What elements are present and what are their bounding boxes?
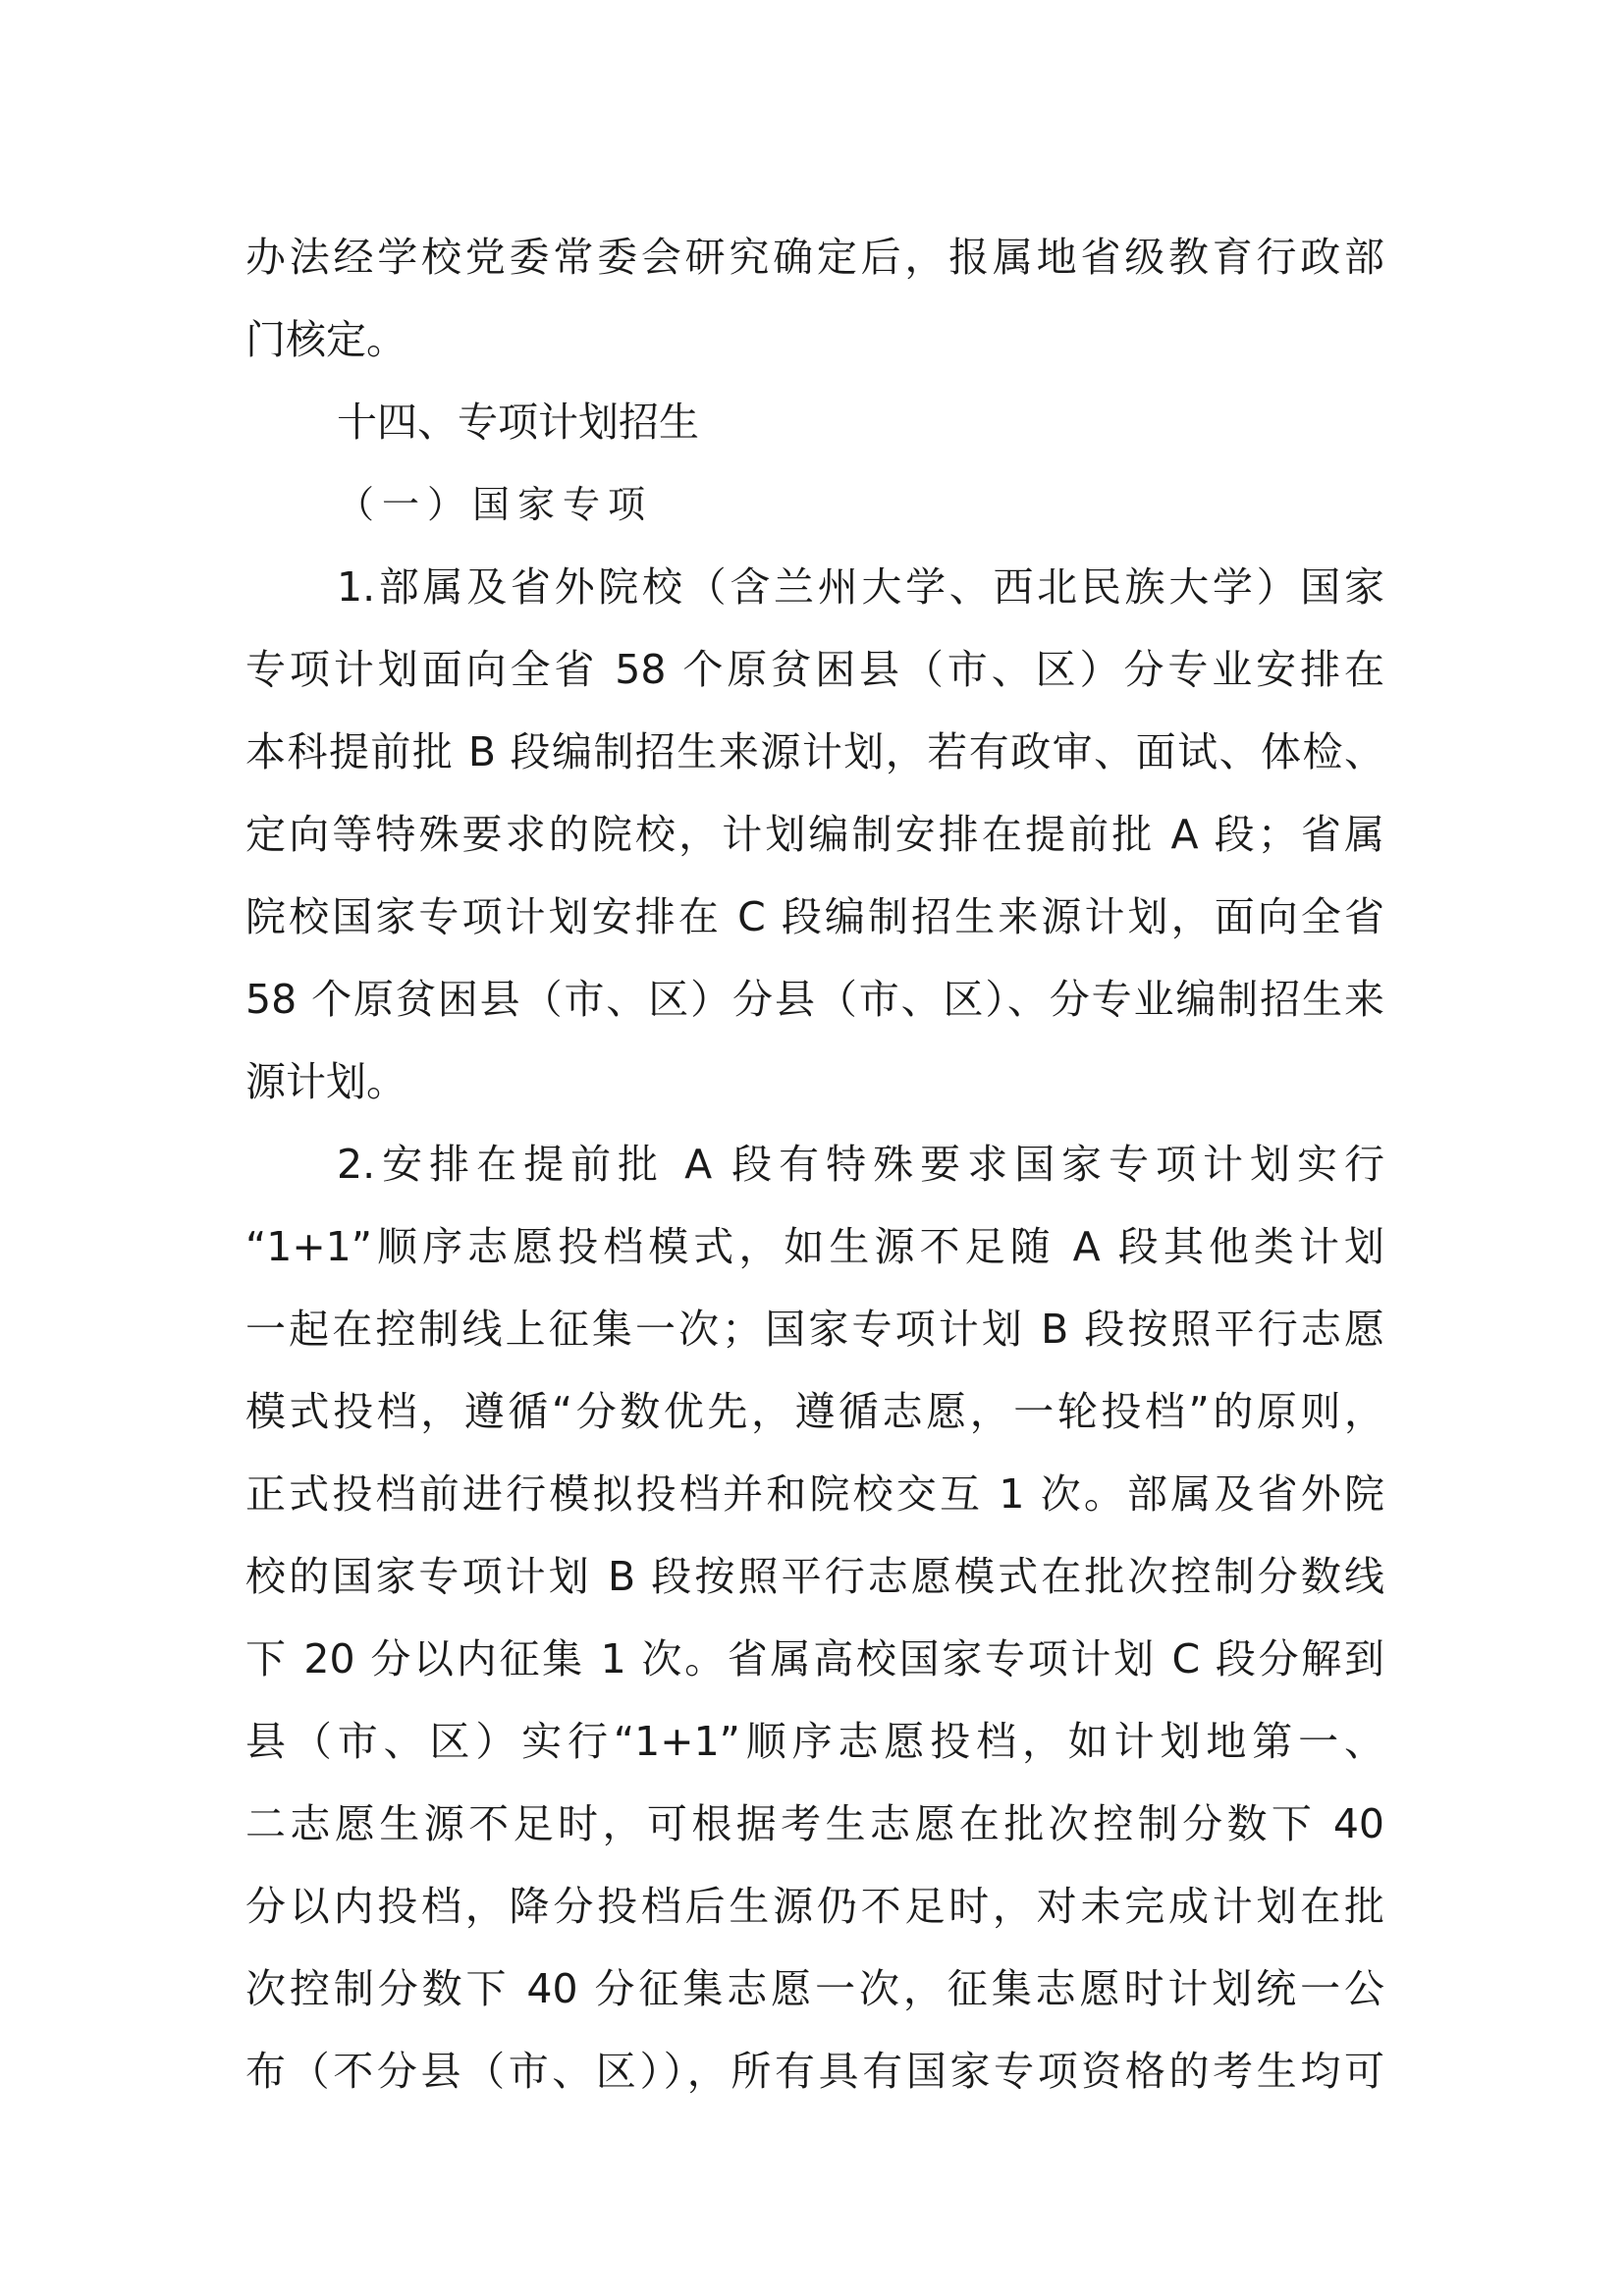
paragraph-line: 本科提前批 B 段编制招生来源计划，若有政审、面试、体检、 — [245, 728, 1384, 775]
paragraph-line: 1.部属及省外院校（含兰州大学、西北民族大学）国家 — [337, 563, 1384, 611]
paragraph-line: 正式投档前进行模拟投档并和院校交互 1 次。部属及省外院 — [245, 1470, 1384, 1518]
paragraph-line: 二志愿生源不足时，可根据考生志愿在批次控制分数下 40 — [245, 1800, 1384, 1847]
paragraph-line: 2.安排在提前批 A 段有特殊要求国家专项计划实行 — [337, 1141, 1384, 1188]
paragraph-line: 下 20 分以内征集 1 次。省属高校国家专项计划 C 段分解到 — [245, 1635, 1384, 1682]
paragraph-line: 模式投档，遵循“分数优先，遵循志愿，一轮投档”的原则， — [245, 1388, 1384, 1435]
section-heading: 十四、专项计划招生 — [337, 399, 699, 446]
paragraph-line: 院校国家专项计划安排在 C 段编制招生来源计划，面向全省 — [245, 893, 1384, 940]
paragraph-line: 次控制分数下 40 分征集志愿一次，征集志愿时计划统一公 — [245, 1965, 1384, 2012]
paragraph-line: 门核定。 — [245, 316, 406, 363]
paragraph-line: 分以内投档，降分投档后生源仍不足时，对未完成计划在批 — [245, 1883, 1384, 1930]
paragraph-line: 定向等特殊要求的院校，计划编制安排在提前批 A 段；省属 — [245, 811, 1384, 858]
paragraph-line: 布（不分县（市、区）），所有具有国家专项资格的考生均可 — [245, 2048, 1384, 2095]
paragraph-line: “1+1”顺序志愿投档模式，如生源不足随 A 段其他类计划 — [245, 1223, 1384, 1270]
paragraph-line: 县（市、区）实行“1+1”顺序志愿投档，如计划地第一、 — [245, 1718, 1384, 1765]
paragraph-line: 源计划。 — [245, 1058, 406, 1105]
paragraph-line: 58 个原贫困县（市、区）分县（市、区）、分专业编制招生来 — [245, 976, 1384, 1023]
subsection-heading: （一）国家专项 — [337, 483, 654, 526]
paragraph-line: 办法经学校党委常委会研究确定后，报属地省级教育行政部 — [245, 234, 1384, 281]
paragraph-line: 一起在控制线上征集一次；国家专项计划 B 段按照平行志愿 — [245, 1306, 1384, 1353]
paragraph-line: 专项计划面向全省 58 个原贫困县（市、区）分专业安排在 — [245, 646, 1384, 693]
paragraph-line: 校的国家专项计划 B 段按照平行志愿模式在批次控制分数线 — [245, 1553, 1384, 1600]
